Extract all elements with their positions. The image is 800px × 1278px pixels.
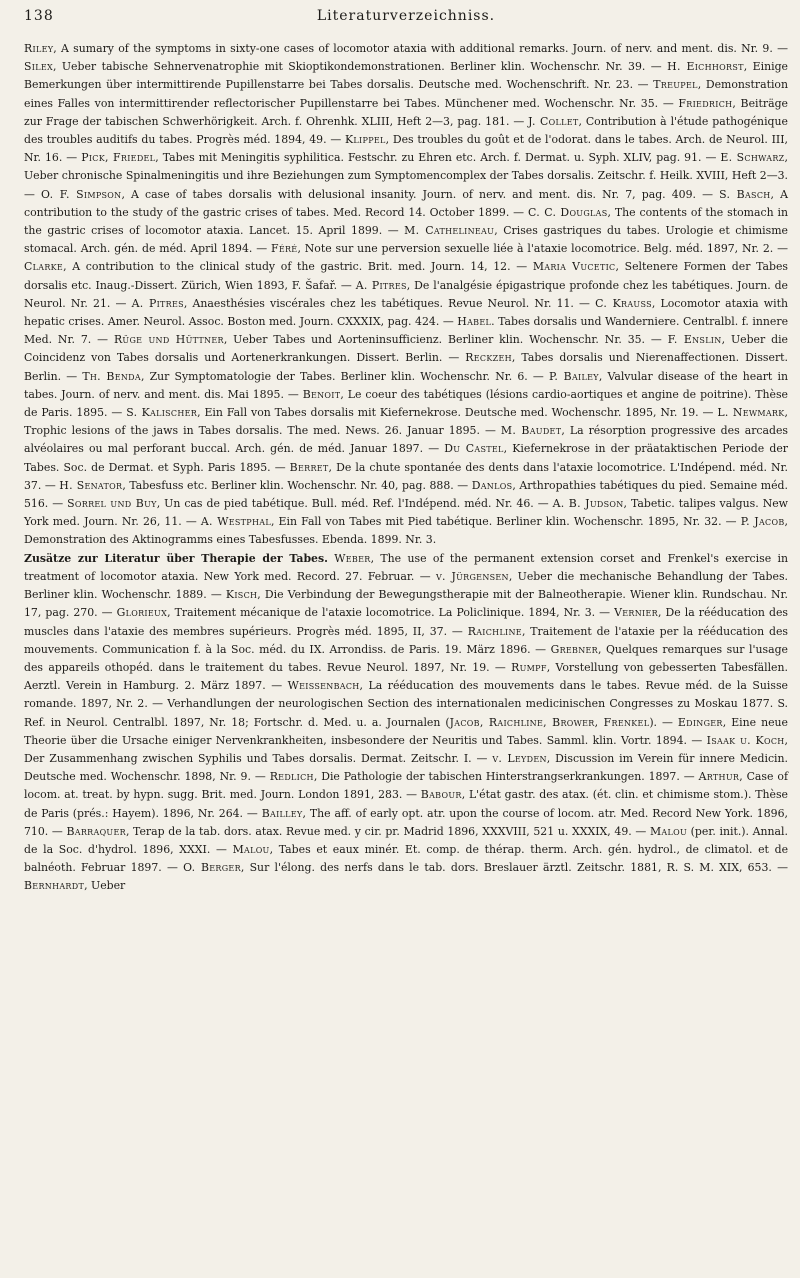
entry-citation: , Seltenere Formen der Tabes dorsalis etc. Inaug.-Dissert. Zürich, Wien 1893, F. Šafař. — xyxy=(24,260,788,292)
entry-citation: , Ueber chronische Spinalmeningitis und ihre Beziehungen zum Symptomencomplex der Tabes dorsalis. Zeitschr. f. Heilk. XVIII, Heft 2—3. — xyxy=(24,151,788,201)
entry-citation: , Ein Fall von Tabes mit Pied tabétique. Berliner klin. Wochenschr. 1895, Nr. 32. — xyxy=(270,515,741,529)
entry-citation: , A contribution to the study of the gastric crises of tabes. Med. Record 14. October 1899. — xyxy=(24,187,788,219)
entry-author: Glorieux xyxy=(116,606,168,620)
entry-author: Silex xyxy=(24,60,53,74)
entry-citation: , Trophic lesions of the jaws in Tabes dorsalis. The med. News. 26. Januar 1895. — xyxy=(24,406,788,438)
entry-citation: . Tabes dorsalis und Wanderniere. Centralbl. f. innere Med. Nr. 7. — xyxy=(24,315,789,347)
entry-citation: , Ueber tabische Sehnervenatrophie mit Skioptikondemonstrationen. Berliner klin. Wochenschr. Nr. 39. — xyxy=(52,60,668,74)
entry-author: A. Pitres xyxy=(131,296,184,310)
entry-citation: , Tabesfuss etc. Berliner klin. Wochenschr. Nr. 40, pag. 888. — xyxy=(122,478,472,492)
entry-citation: , Note sur une perversion sexuelle liée à l'ataxie locomotrice. Belg. méd. 1897, Nr. 2. — xyxy=(297,242,788,256)
entry-author: J. Collet xyxy=(528,114,579,128)
section-heading: Zusätze zur Literatur über Therapie der Tabes. xyxy=(24,551,328,565)
entry-citation: , Quelques remarques sur l'usage des appareils othopéd. dans le traitement du tabes. Revue Neurol. 1897, Nr. 19. — xyxy=(24,642,788,674)
entry-citation: , Die Pathologie der tabischen Hinterstrangserkrankungen. 1897. — xyxy=(313,770,699,784)
entry-author: Babour xyxy=(420,788,462,802)
entry-citation: , Eine neue Theorie über die Ursache einiger Nervenkrankheiten, insbesondere der Neuritis und Tabes. Samml. klin. Vortr. 1894. — xyxy=(24,715,788,747)
entry-author: A. Westphal xyxy=(200,515,271,529)
entry-citation: ). — xyxy=(649,715,678,729)
entry-author: P. Bailey xyxy=(549,369,599,383)
entry-author: v. Leyden xyxy=(492,751,547,765)
entry-author: C. Krauss xyxy=(595,296,652,310)
entry-author: v. Jürgensen xyxy=(435,569,509,583)
entry-author: Vernier xyxy=(614,606,658,620)
entry-author: Arthur xyxy=(698,770,740,784)
entry-author: M. Cathelineau xyxy=(404,224,495,238)
entry-author: Riley xyxy=(24,42,54,55)
bibliography-paragraph xyxy=(24,40,788,550)
running-title: Literaturverzeichniss. xyxy=(316,8,496,24)
entry-author: Friedrich xyxy=(678,96,733,110)
entry-author: Th. Benda xyxy=(82,369,141,383)
entry-author: Weissenbach xyxy=(287,679,360,693)
entry-author: Rumpf xyxy=(511,660,547,674)
entry-citation: , Ueber xyxy=(84,879,126,893)
entry-citation: , Beiträge zur Frage der tabischen Schwerhörigkeit. Arch. f. Ohrenhk. XLIII, Heft 2—3, pag. 181. — xyxy=(24,96,788,128)
entry-citation: , Ein Fall von Tabes dorsalis mit Kiefernekrose. Deutsche med. Wochenschr. 1895, Nr. 19. — xyxy=(197,406,718,420)
entry-citation: , Tabes dorsalis und Nierenaffectionen. Dissert. Berlin. — xyxy=(24,351,788,383)
entry-author: S. Kalischer xyxy=(126,406,198,420)
entry-citation: , Sur l'élong. des nerfs dans le tab. dors. Breslauer ärztl. Zeitschr. 1881, R. S. M. XIX, 653. — xyxy=(240,861,788,875)
entry-citation: , Un cas de pied tabétique. Bull. méd. Ref. l'Indépend. méd. Nr. 46. — xyxy=(156,497,553,511)
entry-citation: , Ueber die mechanische Behandlung der Tabes. Berliner klin. Wochenschr. 1889. — xyxy=(24,569,788,602)
entry-author: Treupel xyxy=(653,78,698,92)
entry-author: Redlich xyxy=(269,770,314,784)
entry-citation: , Contribution à l'étude pathogénique des troubles auditifs du tabes. Progrès méd. 1894, 49. — xyxy=(24,114,788,147)
entry-citation: , Demonstration eines Falles von intermittirender reflectorischer Pupillenstarre bei Tabes. Münchener med. Wochenschr. Nr. 35. — xyxy=(24,78,789,110)
bibliography-paragraph-therapy xyxy=(24,550,788,896)
entry-author: Reckzeh xyxy=(465,351,512,365)
entry-author: Danlos xyxy=(471,478,513,492)
entry-citation: , Locomotor ataxia with hepatic crises. Amer. Neurol. Assoc. Boston med. Journ. CXXXIX, pag. 424. — xyxy=(24,296,788,329)
entry-citation: , Anaesthésies viscérales chez les tabétiques. Revue Neurol. Nr. 11. — xyxy=(183,296,596,310)
entry-author: S. Basch xyxy=(719,187,771,201)
entry-citation: , Tabes et eaux minér. Et. comp. de thérap. therm. Arch. gén. hydrol., de climatol. et de balnéoth. Februar 1897. — xyxy=(24,842,789,875)
entry-citation: , De l'analgésie épigastrique profonde chez les tabétiques. Journ. de Neurol. Nr. 21. — xyxy=(24,278,789,310)
entry-citation: , Terap de la tab. dors. atax. Revue med. y cir. pr. Madrid 1896, XXXVIII, 521 u. XXXIX, 49. — xyxy=(125,824,650,838)
entry-author: H. Senator xyxy=(59,478,123,492)
entry-author: A. B. Judson xyxy=(552,497,624,511)
entry-citation: , Le coeur des tabétiques (lésions cardio-aortiques et angine de poitrine). Thèse de Paris. 1895. — xyxy=(24,387,789,420)
entry-citation: (per. init.). Annal. de la Soc. d'hydrol. 1896, XXXI. — xyxy=(24,824,788,856)
entry-citation: , Discussion im Verein für innere Medicin. Deutsche med. Wochenschr. 1898, Nr. 9. — xyxy=(24,751,788,784)
entry-citation: , The use of the permanent extension corset and Frenkel's exercise in treatment of locomotor ataxia. New York med. Record. 27. Februar. — xyxy=(24,551,788,583)
entry-citation: , Crises gastriques du tabes. Urologie et chimisme stomacal. Arch. gén. de méd. April 1894. — xyxy=(24,224,788,256)
entry-author: O. Berger xyxy=(183,861,241,875)
entry-author: H. Eichhorst xyxy=(667,60,744,74)
entry-citation: , Des troubles du goût et de l'odorat. dans le tabes. Arch. de Neurol. III, Nr. 16. — xyxy=(24,133,788,165)
entry-citation: , Tabes mit Meningitis syphilitica. Festschr. zu Ehren etc. Arch. f. Dermat. u. Syph. XLIV, pag. 91. — xyxy=(155,151,721,165)
entry-author: Isaak u. Koch xyxy=(706,733,785,747)
entry-author: L. Newmark xyxy=(717,406,785,420)
entry-author: Bernhardt xyxy=(24,879,85,893)
entry-citation: , A sumary of the symptoms in sixty-one cases of locomotor ataxia with additional remarks. Journ. of nerv. and ment. dis. Nr. 9. — xyxy=(53,42,788,55)
entry-author: Sorrel und Buy xyxy=(67,497,157,511)
entry-author: Grebner xyxy=(550,642,598,656)
page-header xyxy=(24,8,788,28)
entry-citation: , The contents of the stomach in the gastric crises of locomotor ataxia. Lancet. 15. April 1899. — xyxy=(24,205,788,238)
entry-author: C. C. Douglas xyxy=(527,205,608,219)
bibliography-body xyxy=(24,40,788,896)
entry-author: Habel xyxy=(457,315,492,329)
entry-author: Klippel xyxy=(345,133,386,147)
entry-citation: , Vorstellung von gebesserten Tabesfällen. Aerztl. Verein in Hamburg. 2. März 1897. — xyxy=(24,660,788,693)
entry-author: Malou xyxy=(649,824,687,838)
entry-author: F. Enslin xyxy=(667,333,722,347)
entry-citation: , Demonstration des Aktinogramms eines Tabesfusses. Ebenda. 1899. Nr. 3. xyxy=(24,515,788,547)
entry-author: P. Jacob xyxy=(740,515,785,529)
entry-citation: , Valvular disease of the heart in tabes. Journ. of nerv. and ment. dis. Mai 1895. — xyxy=(24,369,788,401)
entry-author: Kisch xyxy=(225,588,258,602)
entry-author: Barraquer xyxy=(66,824,126,838)
entry-citation: , Kiefernekrose in der präataktischen Periode der Tabes. Soc. de Dermat. et Syph. Paris 1895. — xyxy=(24,442,788,474)
entry-citation: , Zur Symptomatologie der Tabes. Berliner klin. Wochenschr. Nr. 6. — xyxy=(140,369,549,383)
entry-citation: , Ueber Tabes und Aorteninsufficienz. Berliner klin. Wochenschr. Nr. 35. — xyxy=(223,333,668,347)
page-number: 138 xyxy=(24,8,54,24)
entry-citation: , Traitement mécanique de l'ataxie locomotrice. La Policlinique. 1894, Nr. 3. — xyxy=(167,606,615,620)
entry-citation: , La résorption progressive des arcades alvéolaires ou mal perforant buccal. Arch. gén. de méd. Januar 1897. — xyxy=(24,424,788,456)
entry-author: O. F. Simpson xyxy=(41,187,122,201)
entry-citation: , The aff. of early opt. atr. upon the course of locom. atr. Med. Record New York. 1896, 710. — xyxy=(24,806,788,838)
entry-author: Raichline xyxy=(467,624,522,638)
entry-author: Féré xyxy=(270,242,298,256)
entry-author: Jacob, Raichline, Brower, Frenkel xyxy=(449,715,650,729)
entry-citation: , Ueber die Coincidenz von Tabes dorsalis und Aortenerkrankungen. Dissert. Berlin. — xyxy=(24,333,788,365)
entry-author: Clarke xyxy=(24,260,64,274)
entry-citation: , Tabetic. talipes valgus. New York med. Journ. Nr. 26, 11. — xyxy=(24,497,788,529)
entry-citation: , Case of locom. at. treat. by hypn. sugg. Brit. med. Journ. London 1891, 283. — xyxy=(24,770,788,802)
entry-author: Malou xyxy=(232,842,270,856)
entry-citation: , Traitement de l'ataxie per la rééducation des mouvements. Communication f. à la Soc. méd. du IX. Arrondiss. de Paris. 19. März 1896. — xyxy=(24,624,788,656)
entry-author: Du Castel xyxy=(444,442,504,456)
entry-author: E. Schwarz xyxy=(720,151,785,165)
entry-author: M. Baudet xyxy=(500,424,562,438)
entry-author: Rüge und Hüttner xyxy=(113,333,224,347)
entry-citation: , De la chute spontanée des dents dans l'ataxie locomotrice. L'Indépend. méd. Nr. 37. — xyxy=(24,460,788,492)
entry-author: A. Pitres xyxy=(355,278,407,292)
entry-author: Maria Vucetic xyxy=(532,260,616,274)
entry-author: Pick, Friedel xyxy=(81,151,156,165)
entry-author: Benoit xyxy=(302,387,341,401)
entry-citation: , Der Zusammenhang zwischen Syphilis und Tabes dorsalis. Dermat. Zeitschr. I. — xyxy=(24,733,788,765)
entry-citation: , Einige Bemerkungen über intermittirende Pupillenstarre bei Tabes dorsalis. Deutsche med. Wochenschrift. Nr. 23. — xyxy=(24,60,789,92)
entry-citation: , A case of tabes dorsalis with delusional insanity. Journ. of nerv. and ment. dis. Nr. 7, pag. 409. — xyxy=(121,187,720,201)
entry-citation: , A contribution to the clinical study of the gastric. Brit. med. Journ. 14, 12. — xyxy=(63,260,533,274)
entry-citation: , De la rééducation des muscles dans l'ataxie des membres supérieurs. Progrès méd. 1895, II, 37. — xyxy=(24,606,788,638)
entry-author: Edinger xyxy=(677,715,723,729)
entry-citation: , Arthropathies tabétiques du pied. Semaine méd. 516. — xyxy=(24,478,788,511)
entry-author: Weber xyxy=(334,551,371,565)
entry-citation: , Die Verbindung der Bewegungstherapie mit der Balneotherapie. Wiener klin. Rundschau. Nr. 17, pag. 270. — xyxy=(24,588,788,620)
entry-citation: , L'état gastr. des atax. (ét. clin. et chimisme stom.). Thèse de Paris (prés.: Hayem). 1896, Nr. 264. — xyxy=(24,788,788,820)
entry-author: Bailley xyxy=(261,806,303,820)
entry-author: Berret xyxy=(289,460,329,474)
entry-citation: , La rééducation des mouvements dans le tabes. Revue méd. de la Suisse romande. 1897, Nr. 2. — Verhandlungen der neurologischen Section des internationalen medicinischen Congresses zu Moskau 1877. S. Ref. in Neurol. Centralbl. 1897, Nr. 18; Fortschr. d. Med. u. a. Journalen ( xyxy=(24,679,788,729)
